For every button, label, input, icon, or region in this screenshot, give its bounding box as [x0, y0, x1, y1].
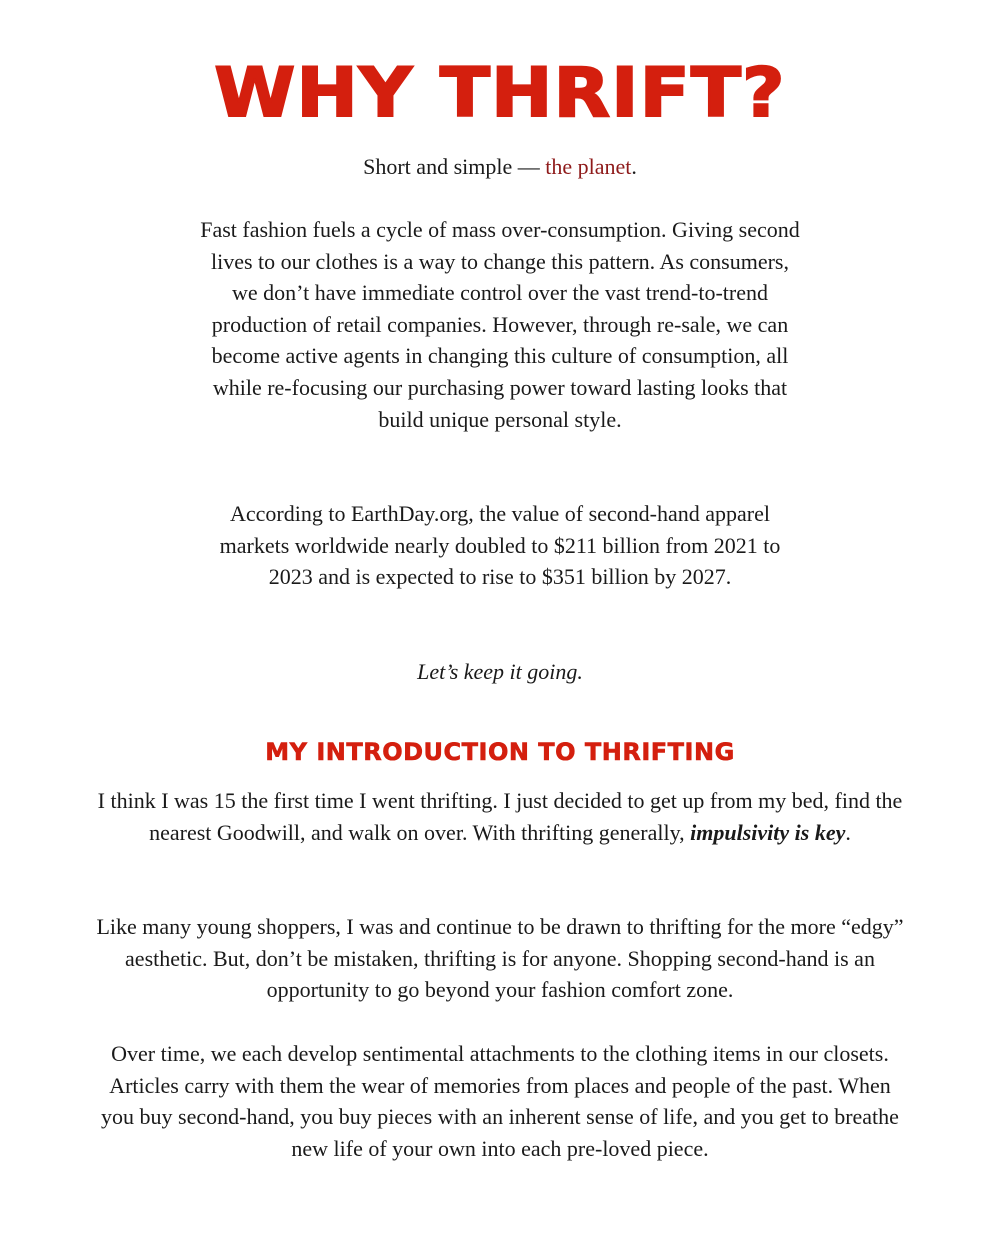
impulsivity-emphasis: impulsivity is key — [690, 819, 846, 845]
fast-fashion-paragraph: Fast fashion fuels a cycle of mass over-consumption. Giving second lives to our clothes is a way to change this pattern. As consumers, we don’t have immediate control over the vast trend-to-trend production of retail companies. However, through re-sale, we can become active agents in changing this culture of consumption, all while re-focusing our purchasing power toward lasting looks that build unique personal style. — [200, 217, 800, 432]
closing-line: Let’s keep it going. — [417, 659, 583, 684]
sentimental-paragraph: Over time, we each develop sentimental attachments to the clothing items in our closets. Articles carry with them the wear of memories from places and people of the past. When you buy second-hand, you buy pieces with an inherent sense of life, and you get to breathe new life of your own into each pre-loved piece. — [101, 1041, 899, 1161]
section-heading: MY INTRODUCTION TO THRIFTING — [265, 738, 735, 766]
tagline-prefix: Short and simple — — [363, 154, 546, 179]
tagline-highlight: the planet — [545, 154, 632, 179]
aesthetic-paragraph: Like many young shoppers, I was and continue to be drawn to thrifting for the more “edgy” aesthetic. But, don’t be mistaken, thrifting is for anyone. Shopping second-hand is an opportunity to go beyond your fashion comfort zone. — [96, 914, 904, 1003]
market-stats-paragraph: According to EarthDay.org, the value of second-hand apparel markets worldwide nearly doubled to $211 billion from 2021 to 2023 and is expected to rise to $351 billion by 2027. — [219, 501, 781, 590]
tagline-suffix: . — [631, 154, 637, 179]
page-title: WHY THRIFT? — [214, 54, 786, 133]
tagline — [200, 151, 800, 183]
first-thrift-paragraph — [95, 785, 905, 848]
first-thrift-end: . — [845, 819, 851, 845]
first-thrift-text: I think I was 15 the first time I went thrifting. I just decided to get up from my bed, find the nearest Goodwill, and walk on over. With thrifting generally, — [97, 788, 903, 845]
